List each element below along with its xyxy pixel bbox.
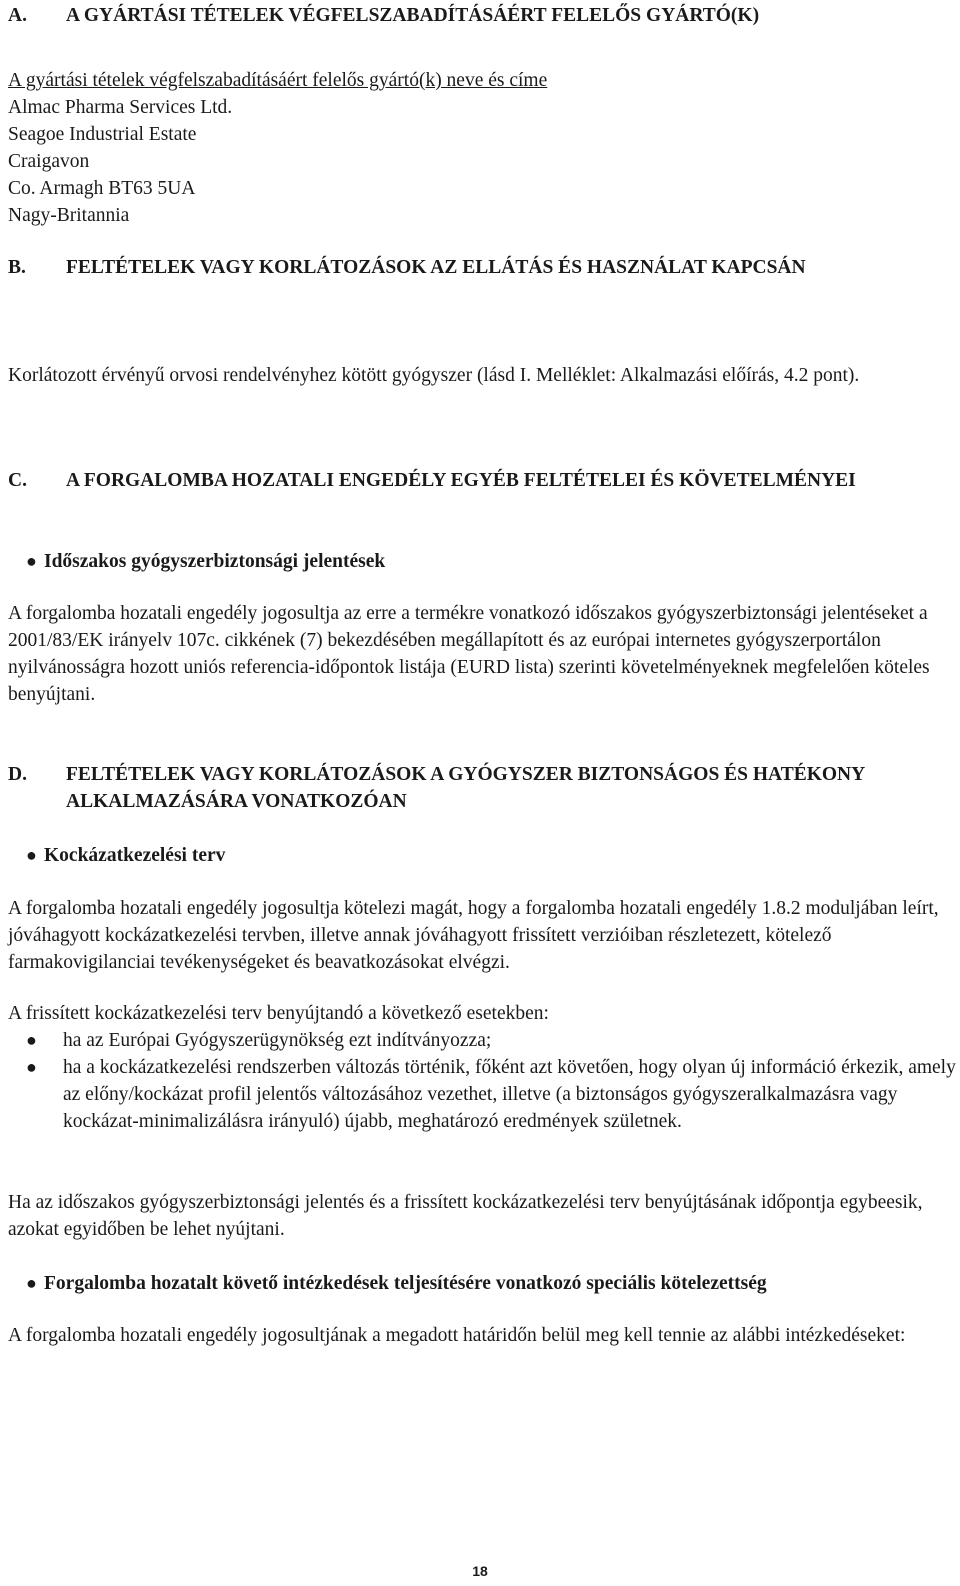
section-b-body: Korlátozott érvényű orvosi rendelvényhez kötött gyógyszer (lásd I. Melléklet: Alkalmazási előírás, 4.2 pont). (8, 365, 860, 386)
rmp-topic-title: Kockázatkezelési terv (44, 845, 226, 866)
section-c-heading (8, 467, 956, 521)
section-a-letter: A. (8, 5, 27, 26)
post-auth-body: A forgalomba hozatali engedély jogosultjának a megadott határidőn belül meg kell tennie az alábbi intézkedéseket: (8, 1325, 906, 1346)
address-line: Seagoe Industrial Estate (8, 124, 197, 145)
psur-topic-title: Időszakos gyógyszerbiztonsági jelentések (44, 551, 386, 572)
section-b-heading (8, 254, 956, 281)
section-c-body: A forgalomba hozatali engedély jogosultja az erre a termékre vonatkozó időszakos gyógyszerbiztonsági jelentéseket a 2001/83/EK irányelv 107c. cikkének (7) bekezdésében megállapított és az európai internetes gyógyszerportálon nyilvánosságra hozott uniós referencia-időpontok listája (EURD lista) szerinti követelményeknek megfelelően köteles benyújtani. (8, 603, 930, 705)
section-c-title: A FORGALOMBA HOZATALI ENGEDÉLY EGYÉB FELTÉTELEI ÉS KÖVETELMÉNYEI (66, 470, 856, 491)
rmp-cases-list (8, 1027, 956, 1135)
rmp-coincide-body: Ha az időszakos gyógyszerbiztonsági jelentés és a frissített kockázatkezelési terv benyújtásának időpontja egybeesik, azokat egyidőben be lehet nyújtani. (8, 1192, 923, 1240)
list-item (8, 1054, 956, 1135)
address-line: Craigavon (8, 151, 90, 172)
rmp-topic (8, 842, 956, 869)
address-line: Almac Pharma Services Ltd. (8, 97, 233, 118)
section-a-title: A GYÁRTÁSI TÉTELEK VÉGFELSZABADÍTÁSÁÉRT FELELŐS GYÁRTÓ(K) (66, 5, 760, 26)
section-d-heading (8, 761, 956, 815)
list-item (8, 1027, 956, 1054)
manufacturer-subtitle: A gyártási tételek végfelszabadításáért felelős gyártó(k) neve és címe (8, 70, 548, 91)
section-d-letter: D. (8, 764, 27, 785)
bullet-icon: ● (26, 551, 37, 571)
bullet-icon: ● (26, 1057, 37, 1077)
section-a-heading (8, 2, 956, 29)
list-item-text: ha a kockázatkezelési rendszerben változás történik, főként azt követően, hogy olyan új információ érkezik, amely az előny/kockázat profil jelentős változásához vezethet, illetve (a biztonságos gyógyszeralkalmazásra vagy kockázat-minimalizálásra irányuló) újabb, meghatározó eredmények születnek. (63, 1057, 956, 1132)
psur-topic (8, 548, 956, 575)
post-auth-topic-title: Forgalomba hozatalt követő intézkedések teljesítésére vonatkozó speciális kötelezettség (44, 1273, 767, 1294)
bullet-icon: ● (26, 845, 37, 865)
address-line: Co. Armagh BT63 5UA (8, 178, 196, 199)
post-auth-topic (8, 1270, 956, 1297)
section-b-title: FELTÉTELEK VAGY KORLÁTOZÁSOK AZ ELLÁTÁS ÉS HASZNÁLAT KAPCSÁN (66, 257, 806, 278)
page-number: 18 (472, 1563, 488, 1579)
rmp-intro: A frissített kockázatkezelési terv benyújtandó a következő esetekben: (8, 1003, 549, 1024)
section-b-letter: B. (8, 257, 26, 278)
section-d-title: FELTÉTELEK VAGY KORLÁTOZÁSOK A GYÓGYSZER BIZTONSÁGOS ÉS HATÉKONY ALKALMAZÁSÁRA VONATKOZÓAN (66, 764, 865, 812)
address-line: Nagy-Britannia (8, 205, 130, 226)
bullet-icon: ● (26, 1273, 37, 1293)
rmp-body: A forgalomba hozatali engedély jogosultja kötelezi magát, hogy a forgalomba hozatali engedély 1.8.2 moduljában leírt, jóváhagyott kockázatkezelési tervben, illetve annak jóváhagyott frissített verzióiban részletezett, kötelező farmakovigilanciai tevékenységeket és beavatkozásokat elvégzi. (8, 898, 939, 973)
list-item-text: ha az Európai Gyógyszerügynökség ezt indítványozza; (63, 1030, 492, 1051)
bullet-icon: ● (26, 1030, 37, 1050)
section-c-letter: C. (8, 470, 27, 491)
